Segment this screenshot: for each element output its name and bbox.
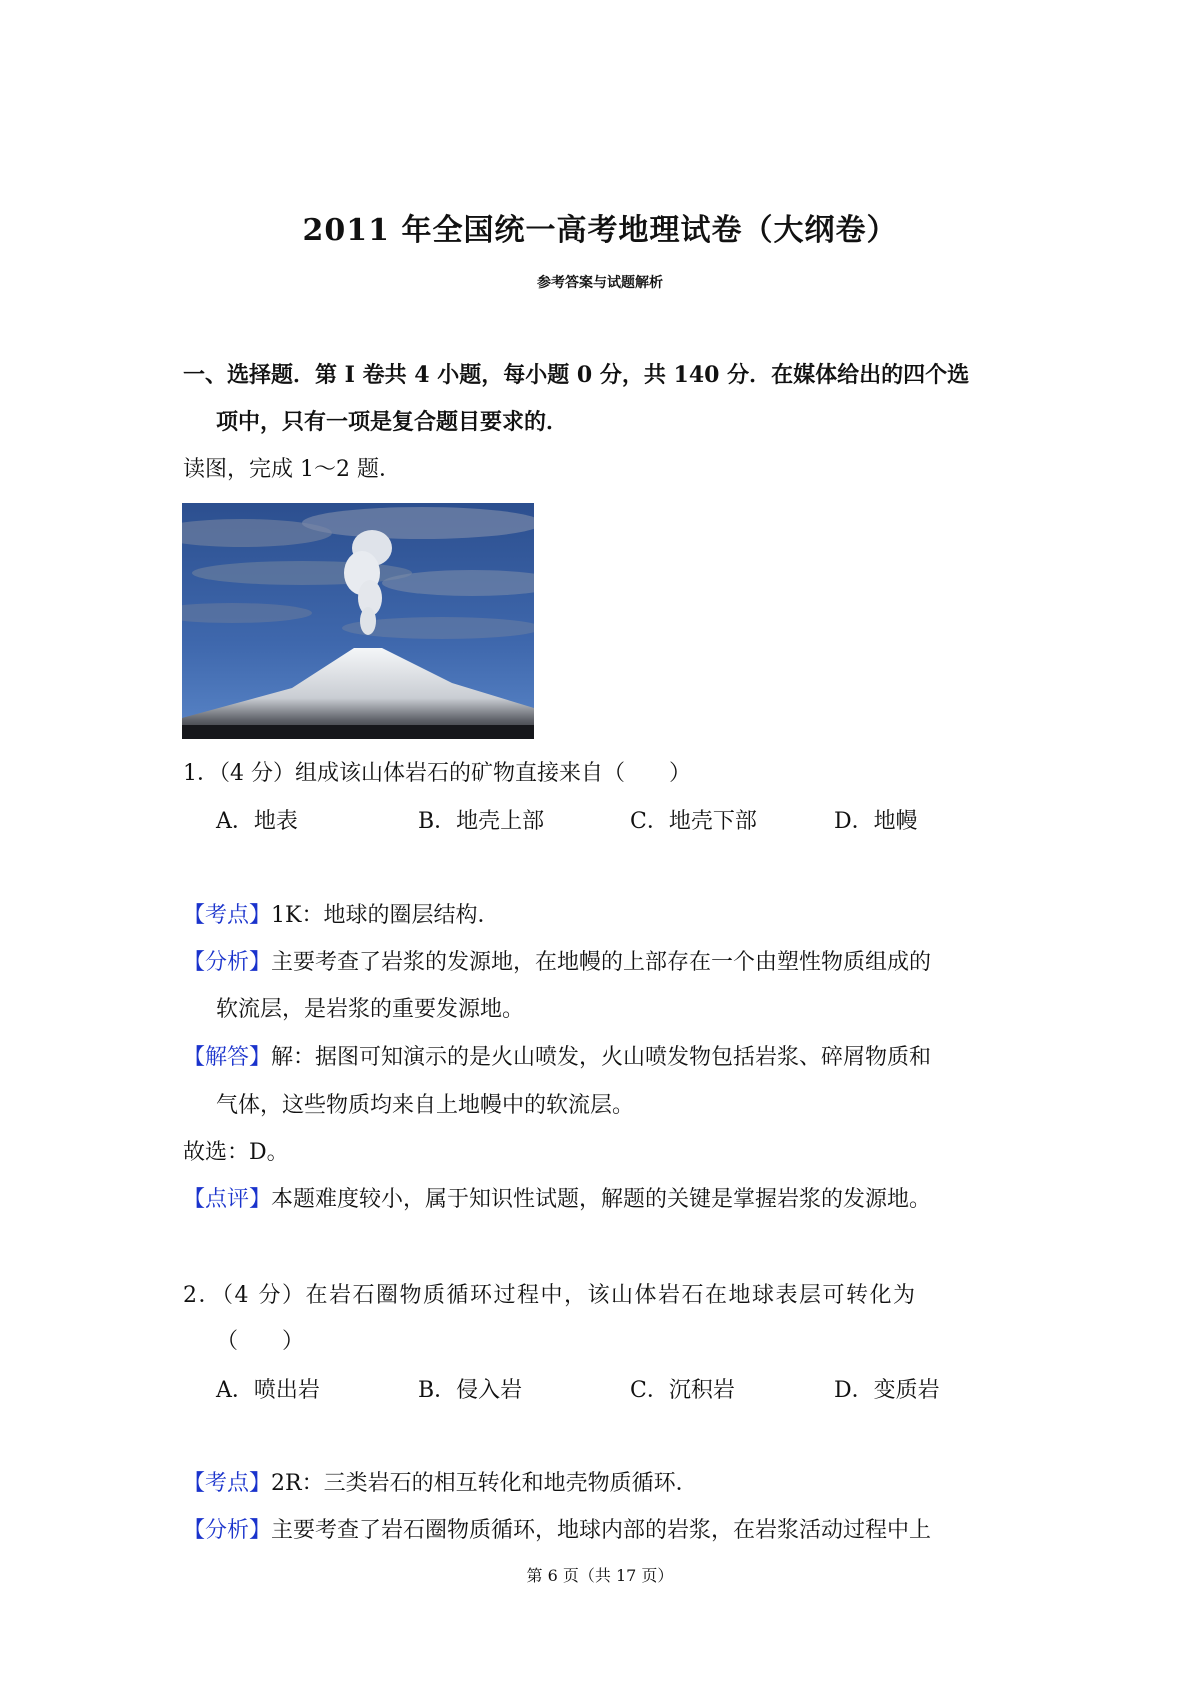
q1-answer: 故选：D。: [183, 1140, 289, 1165]
q1-option-d: D．地幔: [834, 809, 918, 834]
page-subtitle: 参考答案与试题解析: [537, 275, 663, 291]
q1-option-c: C．地壳下部: [630, 809, 757, 834]
volcano-photo-icon: [182, 503, 534, 739]
q2-option-a: A．喷出岩: [216, 1378, 320, 1403]
q2-stem: 2．（4 分）在岩石圈物质循环过程中，该山体岩石在地球表层可转化为: [183, 1283, 917, 1308]
q2-option-c: C．沉积岩: [630, 1378, 735, 1403]
kaodian-text: 2R：三类岩石的相互转化和地壳物质循环．: [271, 1471, 698, 1496]
q1-option-b: B．地壳上部: [418, 809, 545, 834]
section-heading-line2: 项中，只有一项是复合题目要求的．: [216, 409, 569, 435]
q1-kaodian: [183, 901, 1023, 931]
q1-fenxi-line2: 软流层，是岩浆的重要发源地。: [216, 997, 525, 1022]
reading-instruction: 读图，完成 1～2 题．: [183, 457, 401, 482]
fenxi-text: 主要考查了岩浆的发源地，在地幔的上部存在一个由塑性物质组成的: [271, 950, 932, 975]
q1-stem: 1．（4 分）组成该山体岩石的矿物直接来自（ ）: [183, 761, 691, 786]
dianping-text: 本题难度较小，属于知识性试题，解题的关键是掌握岩浆的发源地。: [271, 1187, 932, 1212]
q1-fenxi: [183, 948, 1023, 978]
fenxi-text: 主要考查了岩石圈物质循环，地球内部的岩浆，在岩浆活动过程中上: [271, 1518, 932, 1543]
q1-option-a: A．地表: [216, 809, 298, 834]
fenxi-tag: 【分析】: [183, 1518, 272, 1543]
q1-jieda: [183, 1043, 1023, 1073]
page-footer: 第 6 页（共 17 页）: [526, 1566, 674, 1585]
q2-kaodian: [183, 1469, 1023, 1499]
q1-jieda-line2: 气体，这些物质均来自上地幔中的软流层。: [216, 1093, 635, 1118]
kaodian-text: 1K：地球的圈层结构．: [271, 903, 500, 928]
dianping-tag: 【点评】: [183, 1187, 272, 1212]
q2-stem-line2: （ ）: [216, 1329, 305, 1354]
q2-option-b: B．侵入岩: [418, 1378, 523, 1403]
volcano-photo: [182, 503, 534, 739]
kaodian-tag: 【考点】: [183, 1471, 272, 1496]
fenxi-tag: 【分析】: [183, 950, 272, 975]
jieda-text: 解：据图可知演示的是火山喷发，火山喷发物包括岩浆、碎屑物质和: [271, 1045, 932, 1070]
kaodian-tag: 【考点】: [183, 903, 272, 928]
page-title: 2011 年全国统一高考地理试卷（大纲卷）: [302, 213, 898, 248]
q1-dianping: [183, 1185, 1023, 1215]
q2-option-d: D．变质岩: [834, 1378, 940, 1403]
section-heading-line1: 一、选择题．第 I 卷共 4 小题，每小题 0 分，共 140 分．在媒体给出的四个选: [183, 362, 970, 388]
jieda-tag: 【解答】: [183, 1045, 272, 1070]
q2-fenxi: [183, 1516, 1023, 1546]
